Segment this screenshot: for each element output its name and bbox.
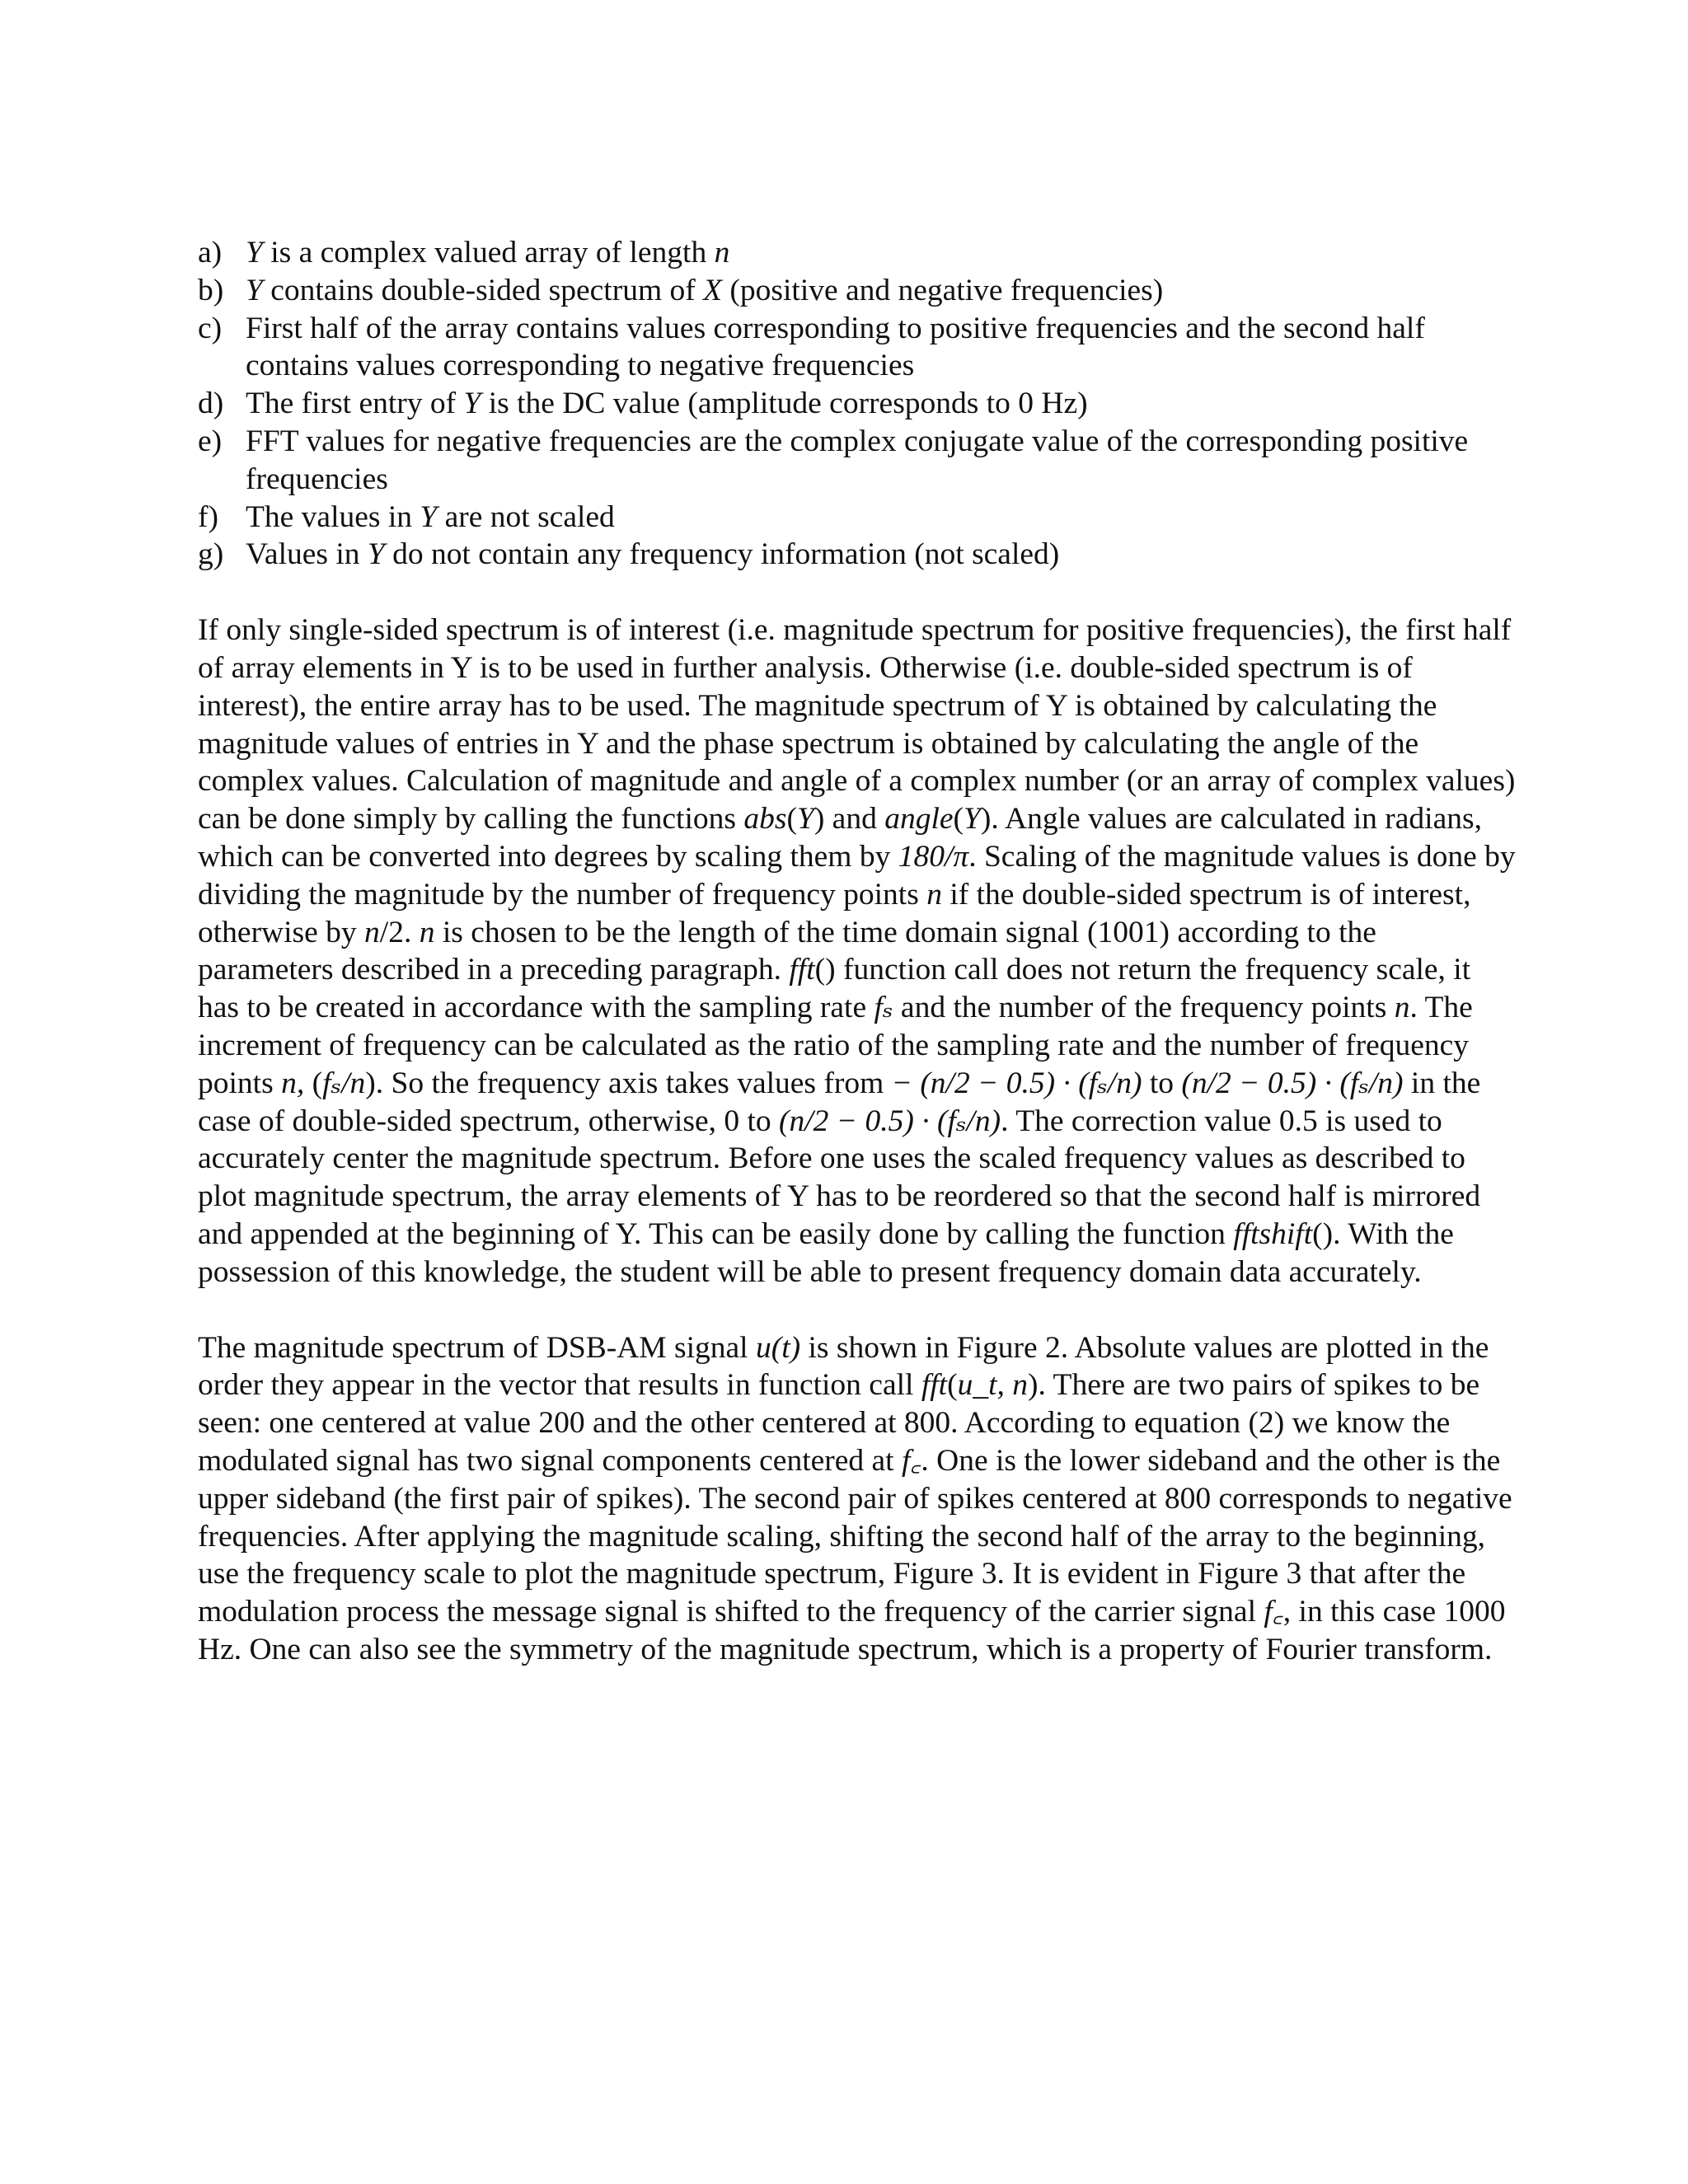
math-expression: f꜀: [901, 1443, 921, 1478]
list-marker: d): [198, 387, 224, 421]
math-expression: − (n/2 − 0.5) · (fₛ/n): [891, 1066, 1142, 1100]
italic-text: Y: [420, 499, 438, 534]
text-run: The first entry of: [246, 387, 464, 421]
document-page: [198, 234, 1517, 1669]
text-run: The magnitude spectrum of DSB-AM signal: [198, 1330, 756, 1365]
math-expression: (n/2 − 0.5) · (fₛ/n): [779, 1104, 1001, 1138]
text-run: (). With the possession of this knowledge, the student will be able to present frequency domain data accurately.: [198, 1216, 1454, 1289]
italic-text: X: [703, 273, 723, 307]
italic-text: n: [714, 236, 730, 269]
math-expression: f꜀: [1264, 1595, 1283, 1629]
list-marker: b): [198, 273, 224, 307]
text-run: to: [1142, 1066, 1182, 1100]
italic-text: Y: [246, 236, 263, 269]
italic-text: fft: [921, 1368, 948, 1403]
italic-text: Y: [463, 387, 481, 421]
math-expression: fₛ: [874, 991, 893, 1025]
text-run: is shown in Figure 2. Absolute values are plotted in the order they appear in the vector that results in function call: [198, 1330, 1489, 1403]
text-run: ) and: [814, 802, 885, 837]
math-expression: fₛ/n: [322, 1066, 366, 1100]
text-run: contains double-sided spectrum of: [262, 273, 704, 307]
list-marker: f): [198, 499, 218, 534]
text-run: is chosen to be the length of the time domain signal (1001) according to the parameters described in a preceding paragraph.: [198, 915, 1376, 987]
text-run: /2.: [379, 915, 420, 949]
text-run: are not scaled: [437, 499, 615, 534]
text-run: () function call does not return the frequency scale, it has to be created in accordance with the sampling rate: [198, 953, 1471, 1025]
text-run: (: [947, 1368, 958, 1403]
text-run: If only single-sided spectrum is of interest (i.e. magnitude spectrum for positive frequencies), the first half of array elements in Y is to be used in further analysis. Otherwise (i.e. double-sided spectrum is of interest), the entire array has to be used. The magnitude spectrum of Y is obtained by calculating the magnitude values of entries in Y and the phase spectrum is obtained by calculating the angle of the complex values. Calculation of magnitude and angle of a complex number (or an array of complex values) can be done simply by calling the functions: [198, 613, 1516, 837]
list-item: [198, 536, 1517, 574]
italic-text: n: [419, 915, 435, 949]
math-expression: (n/2 − 0.5) · (fₛ/n): [1181, 1066, 1404, 1100]
text-run: (positive and negative frequencies): [722, 273, 1164, 307]
italic-text: Y: [796, 802, 814, 837]
list-marker: a): [198, 236, 223, 269]
italic-text: n: [1394, 991, 1410, 1025]
list-item: [198, 272, 1517, 310]
text-run: is the DC value (amplitude corresponds to 0 Hz): [481, 387, 1088, 421]
text-run: . One is the lower sideband and the other is the upper sideband (the first pair of spikes). The second pair of spikes centered at 800 corresponds to negative frequencies. After applying the magnitude scaling, shifting the second half of the array to the beginning, use the frequency scale to plot the magnitude spectrum, Figure 3. It is evident in Figure 3 that after the modulation process the message signal is shifted to the frequency of the carrier signal: [198, 1443, 1512, 1629]
italic-text: n,: [281, 1066, 305, 1100]
text-run: First half of the array contains values corresponding to positive frequencies and the second half contains values corresponding to negative frequencies: [246, 311, 1425, 383]
text-run: The values in: [246, 499, 420, 534]
list-item: [198, 385, 1517, 423]
list-item: [198, 423, 1517, 499]
list-marker: g): [198, 537, 224, 572]
list-marker: c): [198, 311, 223, 345]
text-run: (: [786, 802, 797, 837]
math-expression: u_t, n: [957, 1368, 1028, 1403]
text-run: if the double-sided spectrum is of interest, otherwise by: [198, 877, 1471, 949]
text-run: , in this case 1000 Hz. One can also see the symmetry of the magnitude spectrum, which is a property of Fourier transform.: [198, 1595, 1506, 1666]
paragraph-spectrum-scaling: [198, 612, 1517, 1291]
italic-text: abs: [743, 802, 787, 837]
text-run: . The correction value 0.5 is used to accurately center the magnitude spectrum. Before one uses the scaled frequency values as described to plot magnitude spectrum, the array elements of Y has to be reordered so that the second half is mirrored and appended at the beginning of Y. This can be easily done by calling the function: [198, 1104, 1481, 1251]
italic-text: n: [926, 877, 942, 912]
italic-text: angle: [884, 802, 954, 837]
text-run: ). So the frequency axis takes values from: [365, 1066, 892, 1100]
text-run: FFT values for negative frequencies are the complex conjugate value of the corresponding positive frequencies: [246, 424, 1469, 496]
text-run: ). There are two pairs of spikes to be seen: one centered at value 200 and the other centered at 800. According to equation (2) we know the modulated signal has two signal components centered at: [198, 1368, 1480, 1478]
text-run: is a complex valued array of length: [262, 236, 715, 269]
italic-text: Y: [964, 802, 981, 837]
list-item: [198, 310, 1517, 386]
text-run: (: [953, 802, 964, 837]
list-marker: e): [198, 424, 223, 458]
italic-text: fftshift: [1233, 1216, 1313, 1251]
italic-text: n: [364, 915, 380, 949]
text-run: do not contain any frequency information (not scaled): [384, 537, 1060, 572]
text-run: and the number of the frequency points: [893, 991, 1395, 1025]
italic-text: fft: [789, 953, 815, 987]
italic-text: Y: [367, 537, 385, 572]
fft-properties-list: [198, 234, 1517, 574]
list-item: [198, 499, 1517, 537]
text-run: in the case of double-sided spectrum, otherwise, 0 to: [198, 1066, 1481, 1138]
list-item: [198, 234, 1517, 272]
italic-text: Y: [246, 273, 263, 307]
text-run: . Scaling of the magnitude values is done by dividing the magnitude by the number of frequency points: [198, 839, 1516, 912]
text-run: . The increment of frequency can be calculated as the ratio of the sampling rate and the number of frequency points: [198, 991, 1473, 1100]
paragraph-dsb-am-spectrum: [198, 1329, 1517, 1669]
text-run: Values in: [246, 537, 368, 572]
text-run: (: [304, 1066, 323, 1100]
math-expression: 180/π: [898, 839, 969, 874]
math-expression: u(t): [755, 1330, 801, 1365]
text-run: ). Angle values are calculated in radians, which can be converted into degrees by scaling them by: [198, 802, 1482, 874]
